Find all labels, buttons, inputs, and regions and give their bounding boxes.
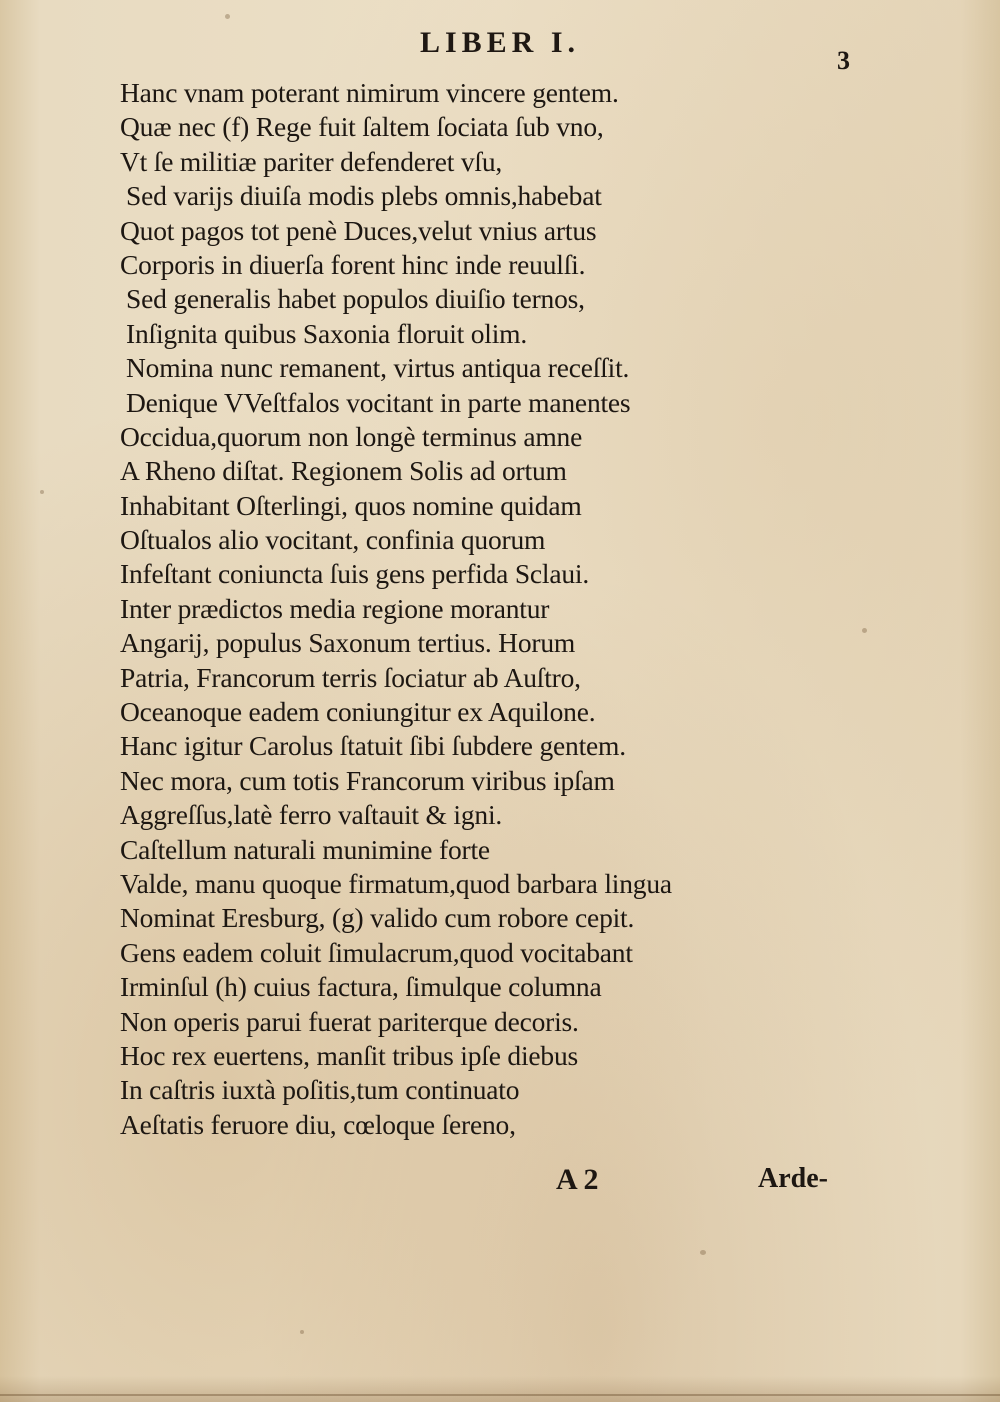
paper-speck xyxy=(225,14,230,19)
verse-line: Corporis in diuerſa forent hinc inde reuulſi. xyxy=(120,248,586,280)
running-title: LIBER I. xyxy=(419,26,581,59)
catchword: Arde- xyxy=(758,1163,828,1194)
verse-line: Inhabitant Oſterlingi, quos nomine quidam xyxy=(120,489,582,521)
verse-line: Oceanoque eadem coniungitur ex Aquilone. xyxy=(120,696,596,728)
verse-line: Valde, manu quoque firmatum,quod barbara lingua xyxy=(120,867,672,899)
verse-line: Patria, Francorum terris ſociatur ab Auſtro, xyxy=(120,661,581,693)
paper-speck xyxy=(862,628,867,633)
verse-line: In caſtris iuxtà poſitis,tum continuato xyxy=(120,1074,520,1106)
paper-speck xyxy=(300,1330,304,1334)
page-edge-shadow xyxy=(0,1376,1000,1402)
verse-line: Occidua,quorum non longè terminus amne xyxy=(120,420,583,452)
verse-line: Aeſtatis feruore diu, cœloque ſereno, xyxy=(120,1108,516,1140)
verse-line: Hanc igitur Carolus ſtatuit ſibi ſubdere gentem. xyxy=(120,730,626,762)
verse-line: Caſtellum naturali munimine forte xyxy=(120,833,490,865)
paper-speck xyxy=(700,1250,706,1255)
verse-line: Aggreſſus,latè ferro vaſtauit & igni. xyxy=(120,799,503,831)
verse-line: Vt ſe militiæ pariter defenderet vſu, xyxy=(120,145,503,177)
verse-line: Irminſul (h) cuius factura, ſimulque columna xyxy=(120,971,602,1003)
page-edge-line xyxy=(0,1394,1000,1396)
verse-line: Nec mora, cum totis Francorum viribus ipſam xyxy=(120,764,615,796)
verse-line: Hanc vnam poterant nimirum vincere gentem. xyxy=(120,77,619,108)
verse-line: Sed generalis habet populos diuiſio ternos, xyxy=(126,283,585,315)
verse-line: Non operis parui fuerat pariterque decoris. xyxy=(120,1005,579,1037)
verse-line: Quot pagos tot penè Duces,velut vnius artus xyxy=(120,214,597,246)
verse-line: Angarij, populus Saxonum tertius. Horum xyxy=(120,627,576,659)
verse-line: Sed varijs diuiſa modis plebs omnis,habebat xyxy=(126,180,602,212)
verse-line: Quæ nec (f) Rege fuit ſaltem ſociata ſub vno, xyxy=(120,111,604,143)
verse-block xyxy=(120,76,820,1142)
signature-mark: A 2 xyxy=(556,1163,599,1196)
verse-line: Oſtualos alio vocitant, confinia quorum xyxy=(120,524,546,556)
verse-line: A Rheno diſtat. Regionem Solis ad ortum xyxy=(120,455,567,487)
verse-line: Hoc rex euertens, manſit tribus ipſe diebus xyxy=(120,1039,579,1071)
verse-line: Nomina nunc remanent, virtus antiqua receſſit. xyxy=(126,352,630,384)
corner-mark: 3 xyxy=(837,46,850,75)
verse-line: Gens eadem coluit ſimulacrum,quod vocitabant xyxy=(120,936,633,968)
verse-line: Denique VVeſtfalos vocitant in parte manentes xyxy=(126,386,631,418)
verse-line: Infeſtant coniuncta ſuis gens perfida Sclaui. xyxy=(120,558,590,590)
paper-speck xyxy=(40,490,44,494)
verse-line: Nominat Eresburg, (g) valido cum robore cepit. xyxy=(120,902,635,934)
verse-line: Inter prædictos media regione morantur xyxy=(120,592,550,624)
verse-line: Inſignita quibus Saxonia floruit olim. xyxy=(126,317,528,349)
